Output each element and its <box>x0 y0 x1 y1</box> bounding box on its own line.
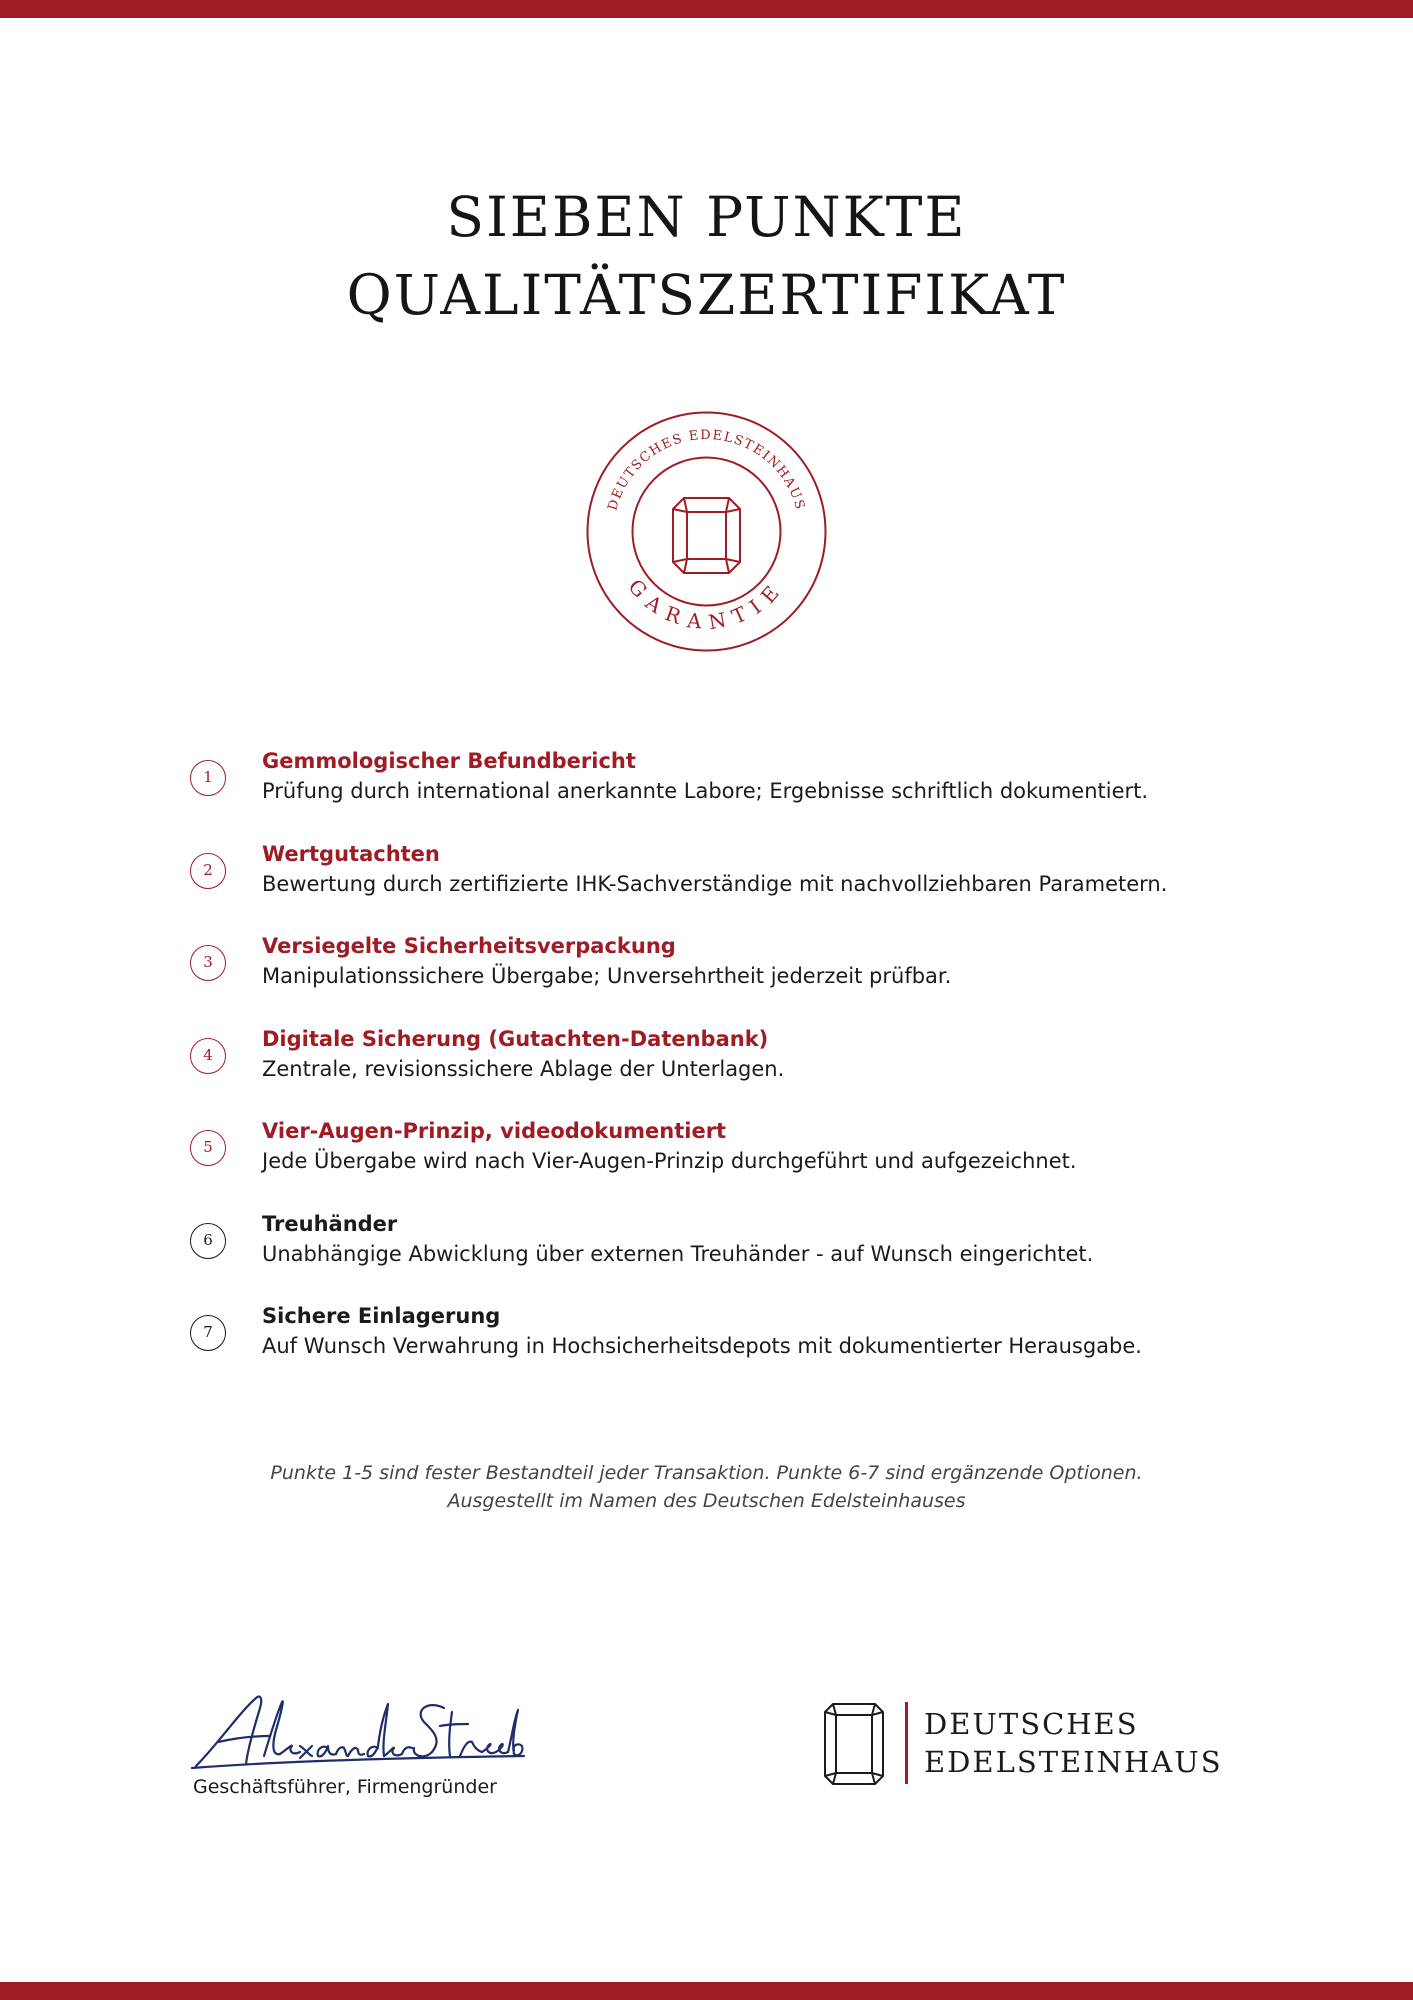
point-item-7 <box>190 1297 1280 1390</box>
point-number-badge: 2 <box>190 853 226 889</box>
point-description: Bewertung durch zertifizierte IHK-Sachverständige mit nachvollziehbaren Parametern. <box>262 871 1168 896</box>
logo-divider <box>905 1702 908 1784</box>
point-item-6 <box>190 1205 1280 1298</box>
point-description: Jede Übergabe wird nach Vier-Augen-Prinzip durchgeführt und aufgezeichnet. <box>262 1149 1077 1173</box>
bottom-border-bar <box>0 1982 1413 2000</box>
point-number-badge: 6 <box>190 1223 226 1259</box>
point-title: Sichere Einlagerung <box>262 1304 501 1328</box>
point-title: Wertgutachten <box>262 841 440 866</box>
footer-note-line-1: Punkte 1-5 sind fester Bestandteil jeder Transaktion. Punkte 6-7 sind ergänzende Optionen. <box>270 1462 1143 1484</box>
seal-ring-text <box>606 428 808 512</box>
point-title: Versiegelte Sicherheitsverpackung <box>262 934 676 958</box>
point-title: Digitale Sicherung (Gutachten-Datenbank) <box>262 1026 769 1051</box>
point-description: Prüfung durch international anerkannte Labore; Ergebnisse schriftlich dokumentiert. <box>262 779 1149 803</box>
emerald-cut-gem-icon <box>823 1702 885 1786</box>
point-title: Gemmologischer Befundbericht <box>262 749 636 773</box>
point-number-badge: 5 <box>190 1130 226 1166</box>
seal-ring-text-path: DEUTSCHES EDELSTEINHAUS <box>605 427 808 513</box>
point-item-4 <box>190 1020 1280 1113</box>
seal-bottom-text <box>624 574 790 634</box>
signatory-role: Geschäftsführer, Firmengründer <box>193 1776 497 1798</box>
point-description: Zentrale, revisionssichere Ablage der Unterlagen. <box>262 1056 785 1081</box>
logo-line-1: DEUTSCHES <box>924 1707 1139 1741</box>
point-title: Treuhänder <box>262 1211 398 1236</box>
logo-line-2: EDELSTEINHAUS <box>924 1745 1223 1779</box>
point-title: Vier-Augen-Prinzip, videodokumentiert <box>262 1119 727 1143</box>
seal-bottom-text-path: GARANTIE <box>623 574 790 635</box>
title-line-2: QUALITÄTSZERTIFIKAT <box>346 263 1067 327</box>
company-logo-wordmark <box>924 1705 1223 1781</box>
point-item-5 <box>190 1112 1280 1205</box>
point-number-badge: 7 <box>190 1315 226 1351</box>
point-number-badge: 3 <box>190 945 226 981</box>
guarantee-seal <box>586 411 827 652</box>
footer-note-line-2: Ausgestellt im Namen des Deutschen Edelsteinhauses <box>447 1490 966 1512</box>
point-item-3 <box>190 927 1280 1020</box>
point-number-badge: 4 <box>190 1038 226 1074</box>
seven-points-list <box>190 742 1280 1390</box>
footer-note <box>0 1459 1413 1515</box>
top-border-bar <box>0 0 1413 18</box>
emerald-cut-gem-icon <box>673 498 740 573</box>
point-item-1 <box>190 742 1280 835</box>
point-item-2 <box>190 835 1280 928</box>
point-number-badge: 1 <box>190 760 226 796</box>
handwritten-signature <box>188 1686 528 1776</box>
certificate-title <box>0 178 1413 334</box>
point-description: Unabhängige Abwicklung über externen Treuhänder - auf Wunsch eingerichtet. <box>262 1241 1094 1266</box>
point-description: Auf Wunsch Verwahrung in Hochsicherheitsdepots mit dokumentierter Herausgabe. <box>262 1334 1142 1358</box>
point-description: Manipulationssichere Übergabe; Unversehrtheit jederzeit prüfbar. <box>262 964 952 988</box>
title-line-1: SIEBEN PUNKTE <box>446 185 967 249</box>
